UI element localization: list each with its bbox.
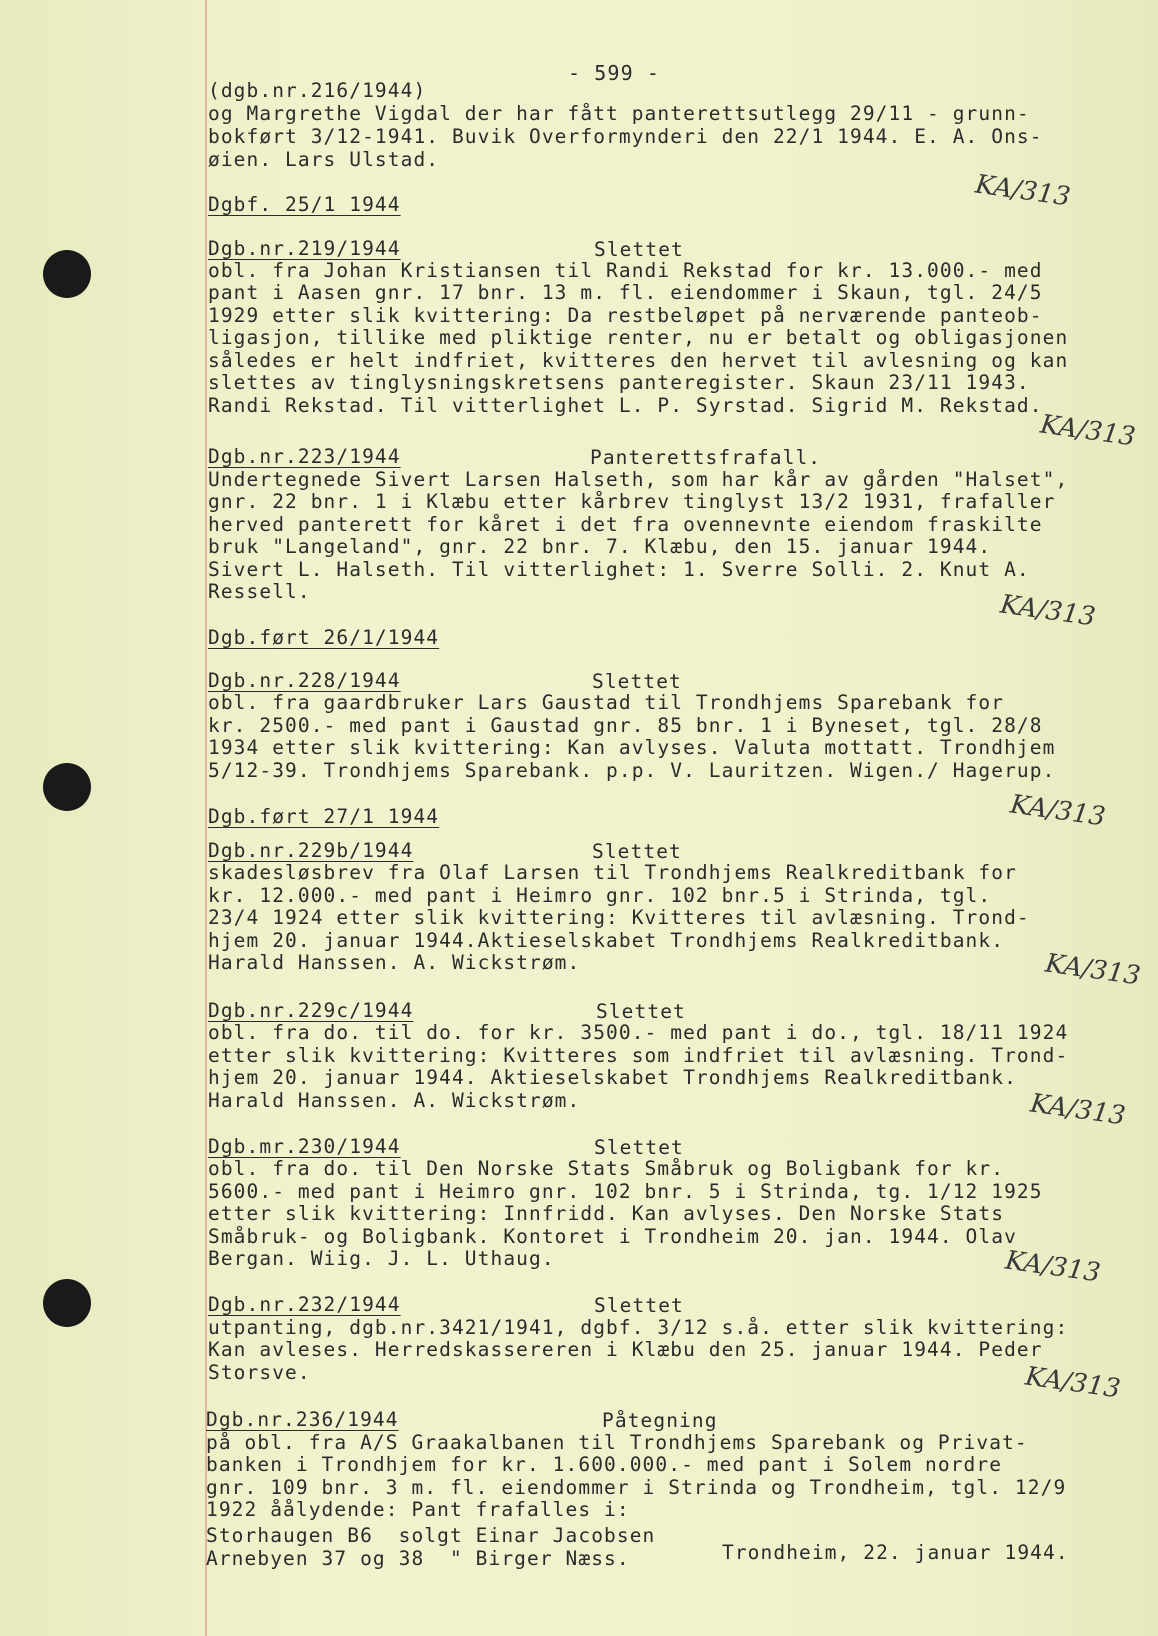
record-line: på obl. fra A/S Graakalbanen til Trondhjems Sparebank og Privat- <box>206 1431 1028 1454</box>
closing-date: Trondheim, 22. januar 1944. <box>722 1541 1069 1564</box>
margin-signature: KA/313 <box>1008 789 1108 833</box>
record-line: obl. fra do. til do. for kr. 3500.- med pant i do., tgl. 18/11 1924 <box>208 1021 1069 1044</box>
record-line: obl. fra Johan Kristiansen til Randi Rekstad for kr. 13.000.- med <box>208 259 1043 282</box>
record-status: Slettet <box>594 238 684 261</box>
record-line: således er helt indfriet, kvitteres den hervet til avlesning og kan <box>208 349 1069 372</box>
record-status: Slettet <box>594 1294 684 1317</box>
record-header: Dgb.nr.228/1944 <box>208 669 401 692</box>
margin-signature: KA/313 <box>998 589 1098 633</box>
record-status: Panterettsfrafall. <box>590 446 822 469</box>
margin-signature: KA/313 <box>1003 1245 1103 1289</box>
date-heading: Dgbf. 25/1 1944 <box>208 193 401 216</box>
record-line: kr. 12.000.- med pant i Heimro gnr. 102 bnr.5 i Strinda, tgl. <box>208 884 992 907</box>
record-line: 5600.- med pant i Heimro gnr. 102 bnr. 5 i Strinda, tg. 1/12 1925 <box>208 1180 1043 1203</box>
record-line: etter slik kvittering: Innfridd. Kan avlyses. Den Norske Stats <box>208 1202 1005 1225</box>
record-line: 1929 etter slik kvittering: Da restbeløpet på nerværende panteob- <box>208 304 1043 327</box>
record-line: Arnebyen 37 og 38 " Birger Næss. <box>206 1547 630 1570</box>
record-line: hjem 20. januar 1944. Aktieselskabet Trondhjems Realkreditbank. <box>208 1066 1017 1089</box>
record-line: banken i Trondhjem for kr. 1.600.000.- med pant i Solem nordre <box>206 1453 1003 1476</box>
record-header: Dgb.mr.230/1944 <box>208 1135 401 1158</box>
record-line: Randi Rekstad. Til vitterlighet L. P. Syrstad. Sigrid M. Rekstad. <box>208 394 1043 417</box>
record-line: slettes av tinglysningskretsens panteregister. Skaun 23/11 1943. <box>208 371 1030 394</box>
record-line: Ressell. <box>208 580 311 603</box>
intro-line: og Margrethe Vigdal der har fått panterettsutlegg 29/11 - grunn- <box>208 102 1030 125</box>
record-line: Harald Hanssen. A. Wickstrøm. <box>208 1089 581 1112</box>
margin-rule <box>205 0 207 1636</box>
record-line: herved panterett for kåret i det fra ovennevnte eiendom fraskilte <box>208 513 1043 536</box>
record-header: Dgb.nr.232/1944 <box>208 1293 401 1316</box>
record-line: Harald Hanssen. A. Wickstrøm. <box>208 951 581 974</box>
record-line: Småbruk- og Boligbank. Kontoret i Trondheim 20. jan. 1944. Olav <box>208 1225 1017 1248</box>
record-line: kr. 2500.- med pant i Gaustad gnr. 85 bnr. 1 i Byneset, tgl. 28/8 <box>208 714 1043 737</box>
record-line: obl. fra do. til Den Norske Stats Småbruk og Boligbank for kr. <box>208 1157 1005 1180</box>
punch-hole <box>43 250 91 298</box>
margin-signature: KA/313 <box>973 169 1073 213</box>
record-status: Slettet <box>592 840 682 863</box>
record-status: Påtegning <box>602 1409 718 1432</box>
margin-signature: KA/313 <box>1023 1361 1123 1405</box>
page-number: - 599 - <box>568 61 660 85</box>
punch-hole <box>43 763 91 811</box>
record-header: Dgb.nr.229c/1944 <box>208 999 414 1022</box>
record-line: etter slik kvittering: Kvitteres som indfriet til avlæsning. Trond- <box>208 1044 1069 1067</box>
record-line: Bergan. Wiig. J. L. Uthaug. <box>208 1247 555 1270</box>
margin-signature: KA/313 <box>1043 948 1143 992</box>
record-line: 23/4 1924 etter slik kvittering: Kvitteres til avlæsning. Trond- <box>208 906 1030 929</box>
margin-signature: KA/313 <box>1028 1088 1128 1132</box>
record-header: Dgb.nr.219/1944 <box>208 237 401 260</box>
record-line: Storsve. <box>208 1361 311 1384</box>
record-line: 5/12-39. Trondhjems Sparebank. p.p. V. Lauritzen. Wigen./ Hagerup. <box>208 759 1056 782</box>
record-header: Dgb.nr.229b/1944 <box>208 839 414 862</box>
record-line: ligasjon, tillike med pliktige renter, nu er betalt og obligasjonen <box>208 326 1069 349</box>
punch-hole <box>43 1279 91 1327</box>
margin-signature: KA/313 <box>1038 409 1138 453</box>
record-status: Slettet <box>596 1000 686 1023</box>
date-heading: Dgb.ført 27/1 1944 <box>208 805 440 828</box>
record-header: Dgb.nr.223/1944 <box>208 445 401 468</box>
record-line: pant i Aasen gnr. 17 bnr. 13 m. fl. eiendommer i Skaun, tgl. 24/5 <box>208 281 1043 304</box>
record-line: 1934 etter slik kvittering: Kan avlyses. Valuta mottatt. Trondhjem <box>208 736 1056 759</box>
intro-header: (dgb.nr.216/1944) <box>208 79 427 102</box>
intro-line: bokført 3/12-1941. Buvik Overformynderi den 22/1 1944. E. A. Ons- <box>208 125 1043 148</box>
record-line: Storhaugen B6 solgt Einar Jacobsen <box>206 1524 656 1547</box>
record-status: Slettet <box>594 1136 684 1159</box>
record-status: Slettet <box>592 670 682 693</box>
record-line: gnr. 22 bnr. 1 i Klæbu etter kårbrev tinglyst 13/2 1931, frafaller <box>208 490 1056 513</box>
record-line: Sivert L. Halseth. Til vitterlighet: 1. Sverre Solli. 2. Knut A. <box>208 558 1030 581</box>
record-line: skadesløsbrev fra Olaf Larsen til Trondhjems Realkreditbank for <box>208 861 1017 884</box>
record-line: Kan avleses. Herredskassereren i Klæbu den 25. januar 1944. Peder <box>208 1338 1043 1361</box>
record-line: hjem 20. januar 1944.Aktieselskabet Trondhjems Realkreditbank. <box>208 929 1005 952</box>
record-line: gnr. 109 bnr. 3 m. fl. eiendommer i Strinda og Trondheim, tgl. 12/9 <box>206 1476 1067 1499</box>
intro-line: øien. Lars Ulstad. <box>208 148 440 171</box>
record-line: Undertegnede Sivert Larsen Halseth, som har kår av gården "Halset", <box>208 468 1069 491</box>
record-line: obl. fra gaardbruker Lars Gaustad til Trondhjems Sparebank for <box>208 691 1005 714</box>
record-line: utpanting, dgb.nr.3421/1941, dgbf. 3/12 s.å. etter slik kvittering: <box>208 1316 1069 1339</box>
date-heading: Dgb.ført 26/1/1944 <box>208 626 440 649</box>
record-line: bruk "Langeland", gnr. 22 bnr. 7. Klæbu, den 15. januar 1944. <box>208 535 992 558</box>
record-line: 1922 åålydende: Pant frafalles i: <box>206 1498 630 1521</box>
record-header: Dgb.nr.236/1944 <box>206 1408 399 1431</box>
